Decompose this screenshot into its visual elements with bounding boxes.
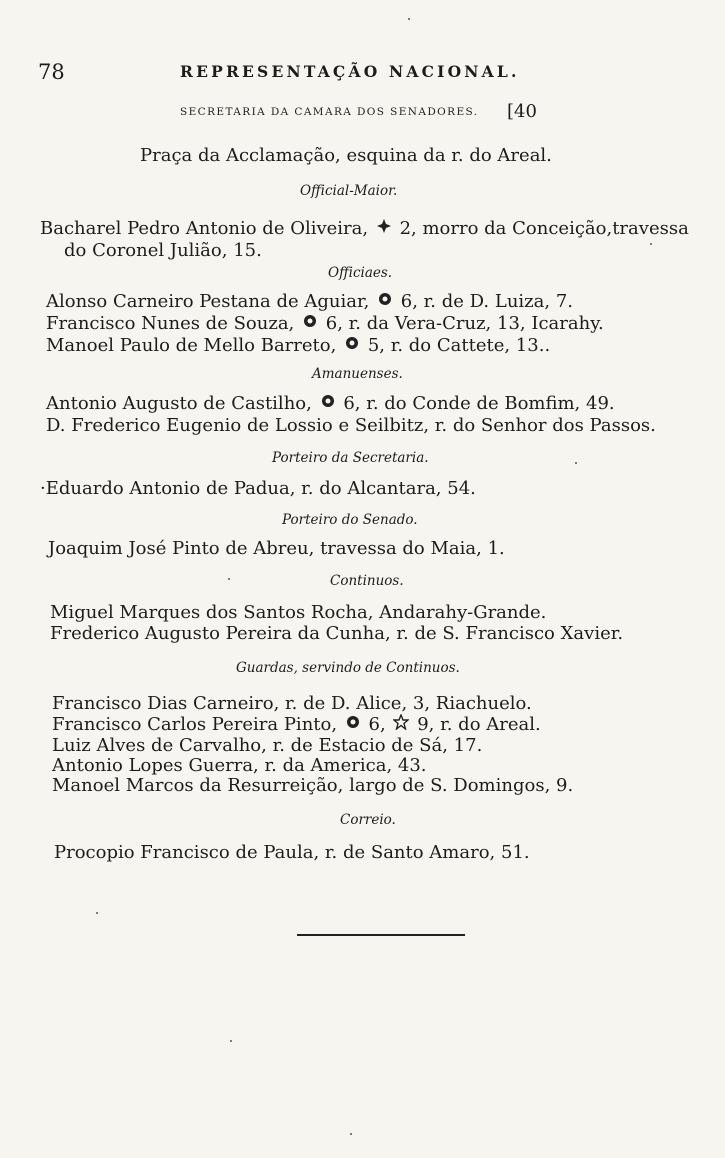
entry-official-maior [40, 218, 689, 239]
paper-speck [575, 462, 577, 464]
running-title: REPRESENTAÇÃO NACIONAL. [180, 62, 520, 81]
section-heading-porteiro-senado: Porteiro do Senado. [282, 512, 418, 528]
entry-grade: 6, [368, 714, 386, 735]
paper-speck [230, 1040, 232, 1042]
entry-officiaes-2 [46, 313, 604, 334]
entry-name: Francisco Nunes de Souza, [46, 313, 295, 334]
entry-name: Manoel Paulo de Mello Barreto, [46, 335, 337, 356]
page-number: 78 [38, 60, 65, 84]
entry-continuos-2: Frederico Augusto Pereira da Cunha, r. de S. Francisco Xavier. [50, 623, 624, 644]
entry-address: 9, r. do Areal. [417, 714, 541, 735]
paper-speck [408, 18, 410, 20]
entry-amanuenses-1 [46, 393, 615, 414]
paper-speck [350, 1133, 352, 1135]
section-heading-guardas: Guardas, servindo de Continuos. [236, 660, 460, 676]
subtitle: SECRETARIA DA CAMARA DOS SENADORES. [180, 106, 479, 118]
entry-name: Alonso Carneiro Pestana de Aguiar, [46, 291, 370, 312]
entry-address: 6, r. de D. Luiza, 7. [400, 291, 574, 312]
entry-address: 2, morro da Conceição,travessa [399, 218, 689, 239]
order-star-icon [393, 714, 409, 734]
entry-continuos-1: Miguel Marques dos Santos Rocha, Andarahy-Grande. [50, 602, 547, 623]
entry-guardas-3: Luiz Alves de Carvalho, r. de Estacio de Sá, 17. [52, 735, 483, 756]
entry-correio: Procopio Francisco de Paula, r. de Santo Amaro, 51. [54, 842, 530, 863]
order-rose-icon [377, 291, 393, 311]
section-heading-correio: Correio. [340, 812, 396, 828]
entry-officiaes-3 [46, 335, 550, 356]
entry-porteiro-secretaria: ·Eduardo Antonio de Padua, r. do Alcantara, 54. [40, 478, 476, 499]
entry-name: Bacharel Pedro Antonio de Oliveira, [40, 218, 369, 239]
paper-speck [650, 243, 652, 245]
closing-rule [297, 934, 465, 936]
paper-speck [96, 912, 98, 914]
section-heading-porteiro-secretaria: Porteiro da Secretaria. [272, 450, 429, 466]
entry-guardas-1: Francisco Dias Carneiro, r. de D. Alice, 3, Riachuelo. [52, 693, 532, 714]
section-heading-amanuenses: Amanuenses. [312, 366, 403, 382]
order-cross-icon [376, 218, 392, 238]
entry-name: Antonio Augusto de Castilho, [46, 393, 312, 414]
entry-porteiro-senado: Joaquim José Pinto de Abreu, travessa do Maia, 1. [48, 538, 505, 559]
section-heading-officiaes: Officiaes. [328, 265, 393, 281]
order-rose-icon [302, 313, 318, 333]
section-heading-continuos: Continuos. [330, 573, 404, 589]
entry-name: Francisco Carlos Pereira Pinto, [52, 714, 338, 735]
order-rose-icon [320, 393, 336, 413]
entry-address: 5, r. do Cattete, 13.. [367, 335, 551, 356]
entry-guardas-2 [52, 714, 541, 735]
order-rose-icon [345, 714, 361, 734]
section-heading-official-maior: Official-Maior. [300, 183, 398, 199]
entry-address: 6, r. do Conde de Bomfim, 49. [343, 393, 615, 414]
entry-address: 6, r. da Vera-Cruz, 13, Icarahy. [325, 313, 604, 334]
entry-continuation: do Coronel Julião, 15. [64, 240, 262, 261]
entry-amanuenses-2: D. Frederico Eugenio de Lossio e Seilbitz, r. do Senhor dos Passos. [46, 415, 656, 436]
address-line: Praça da Acclamação, esquina da r. do Areal. [140, 145, 552, 166]
order-rose-icon [344, 335, 360, 355]
entry-guardas-4: Antonio Lopes Guerra, r. da America, 43. [52, 755, 427, 776]
subtitle-number: [40 [507, 101, 537, 122]
entry-officiaes-1 [46, 291, 573, 312]
paper-speck [228, 578, 230, 580]
entry-guardas-5: Manoel Marcos da Resurreição, largo de S. Domingos, 9. [52, 775, 574, 796]
